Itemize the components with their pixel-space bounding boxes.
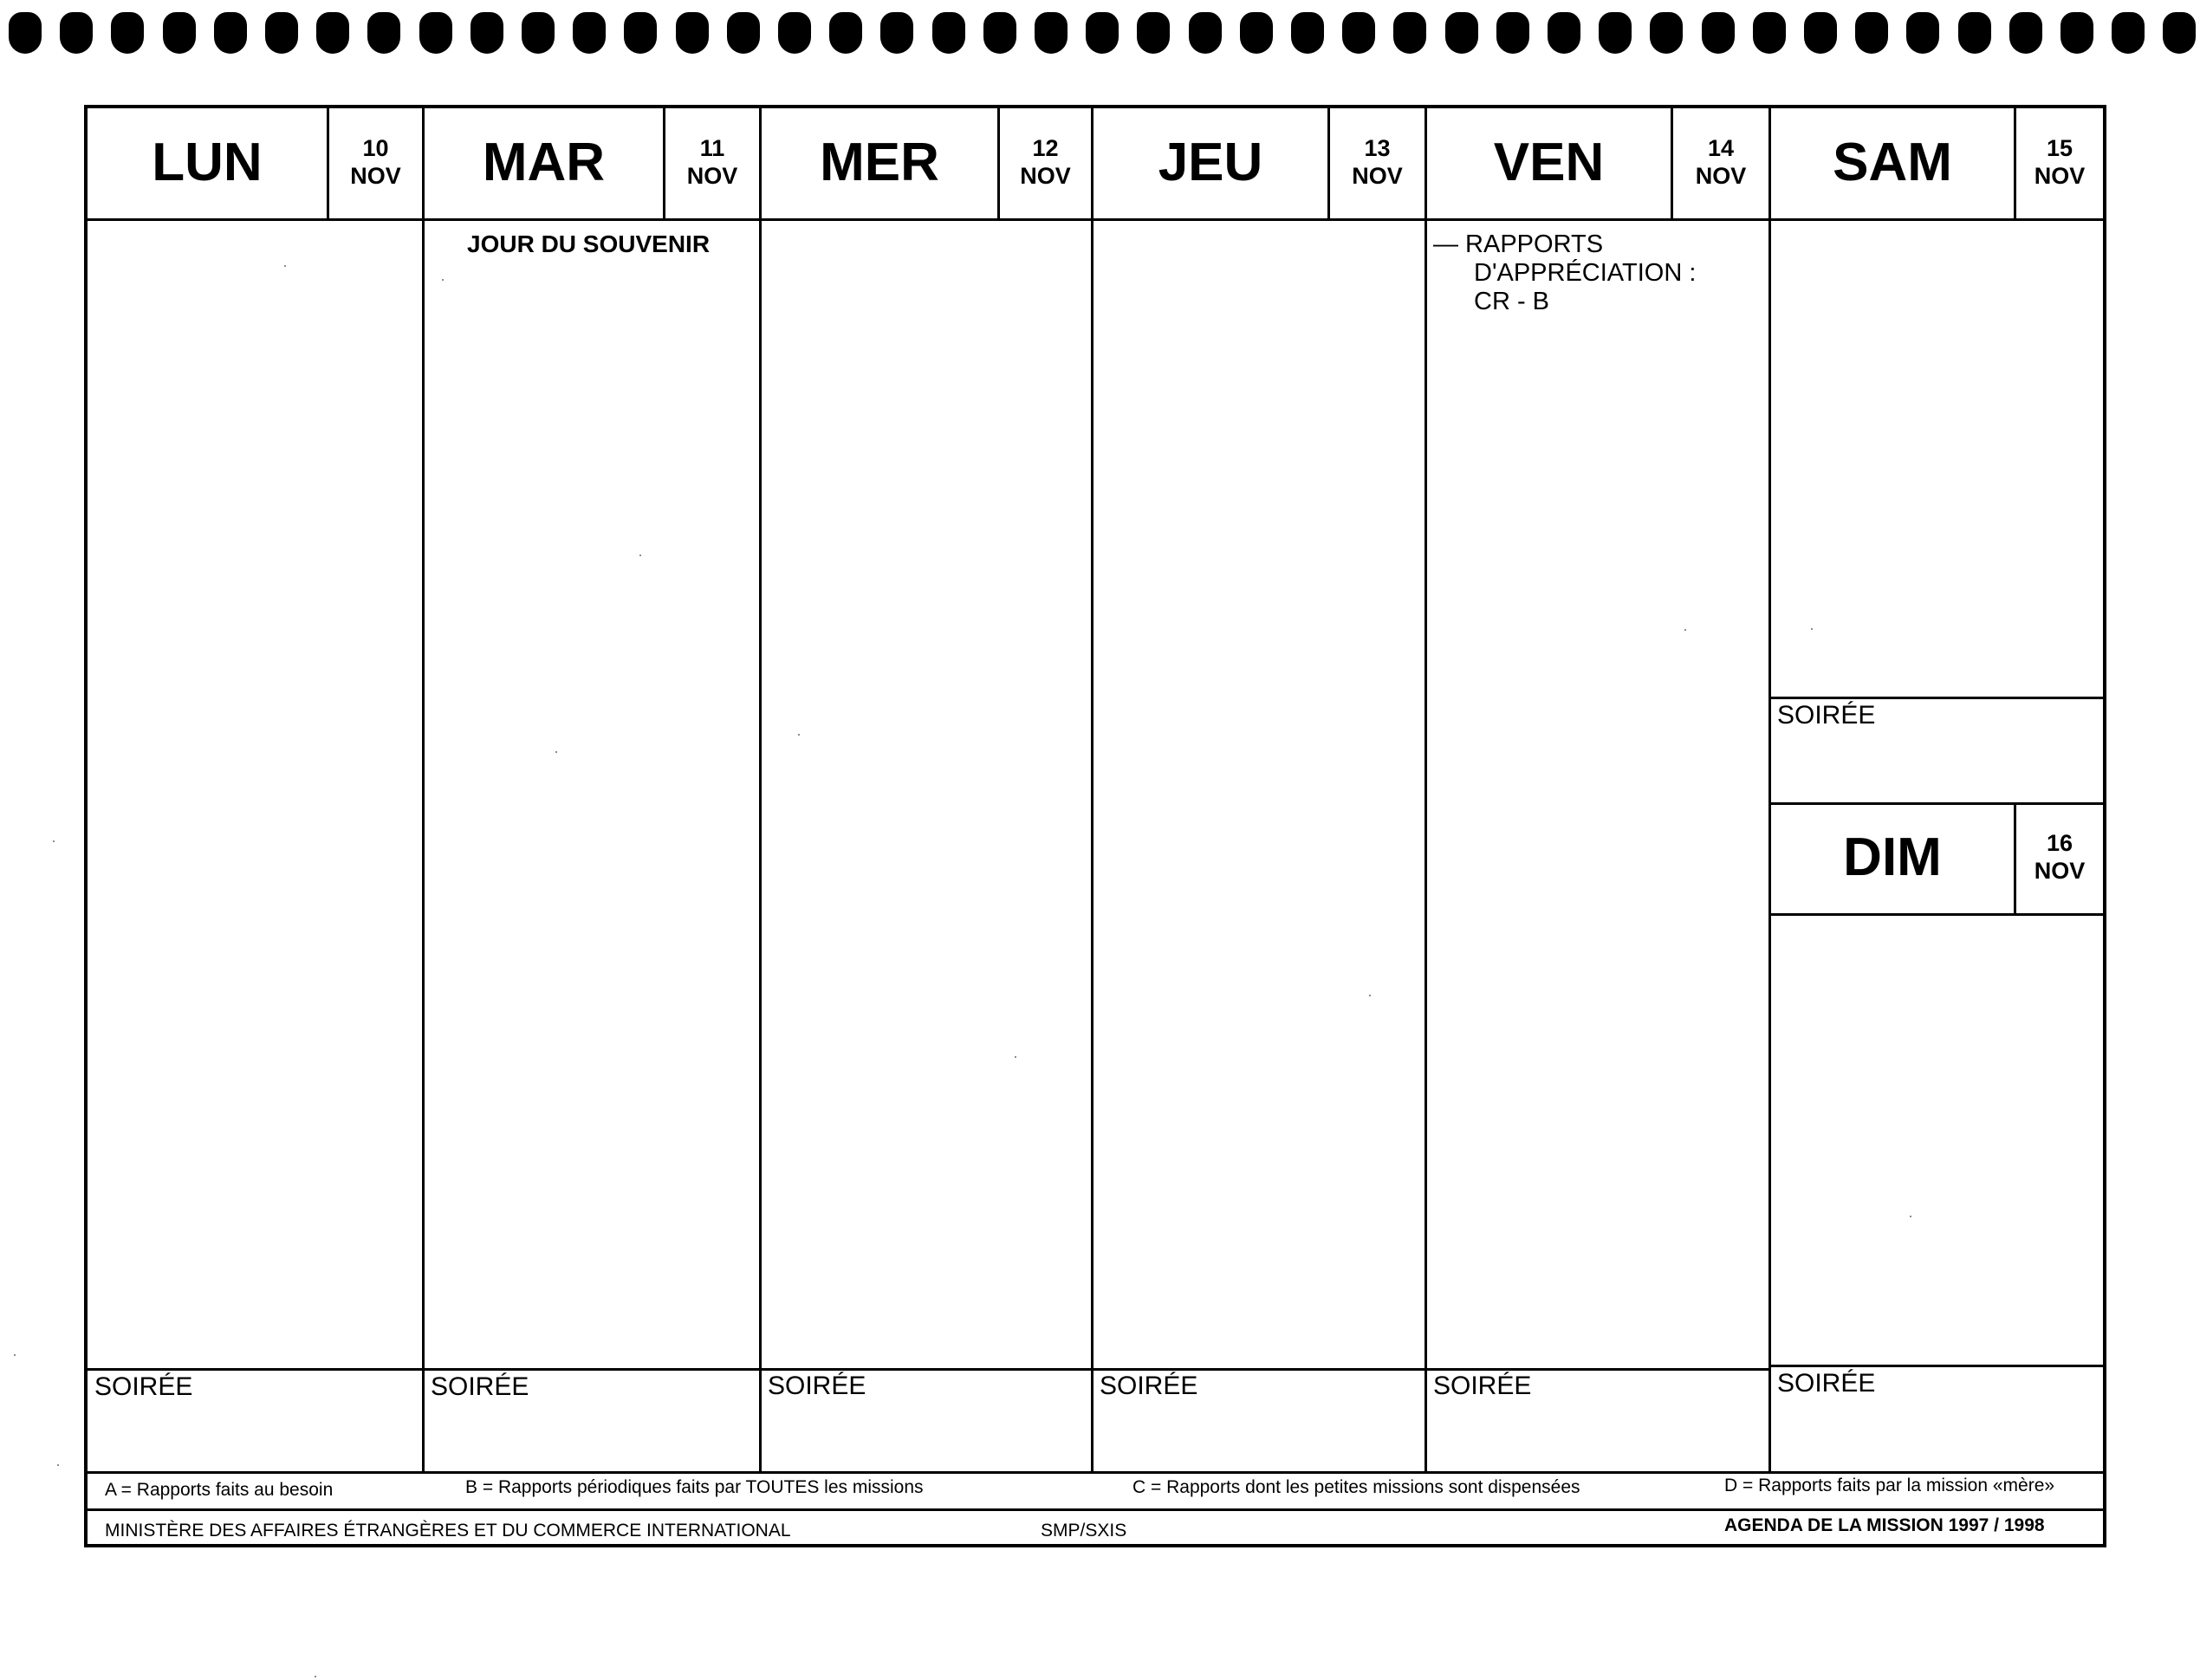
date-month: NOV	[1352, 163, 1403, 190]
date-month: NOV	[1020, 163, 1071, 190]
soiree-mar: SOIRÉE	[431, 1372, 529, 1401]
binding-hole	[1650, 12, 1683, 54]
date-lun	[329, 134, 422, 191]
column-divider	[1768, 108, 1771, 1474]
note-jour-du-souvenir: JOUR DU SOUVENIR	[467, 230, 711, 257]
date-day: 13	[1364, 135, 1391, 161]
date-day: 15	[2046, 135, 2073, 161]
binding-hole	[265, 12, 298, 54]
binding-hole	[727, 12, 760, 54]
legend-a: A = Rapports faits au besoin	[105, 1480, 334, 1500]
note-line: — RAPPORTS	[1433, 230, 1604, 258]
binding-hole	[1496, 12, 1529, 54]
binding-hole	[1086, 12, 1119, 54]
date-month: NOV	[686, 163, 738, 190]
sam-evening-divider	[1768, 697, 2103, 699]
day-name-ven: VEN	[1493, 133, 1605, 192]
day-name-jeu: JEU	[1158, 133, 1263, 192]
binding-hole	[624, 12, 657, 54]
scan-speck	[1015, 1056, 1016, 1058]
scan-speck	[14, 1354, 16, 1356]
column-divider	[422, 108, 425, 1474]
soiree-dim: SOIRÉE	[1777, 1369, 1876, 1398]
binding-hole	[419, 12, 452, 54]
column-divider	[1424, 108, 1427, 1474]
footer-ministry: MINISTÈRE DES AFFAIRES ÉTRANGÈRES ET DU COMMERCE INTERNATIONAL	[105, 1521, 791, 1541]
footer-code: SMP/SXIS	[1041, 1521, 1127, 1541]
binding-hole	[1240, 12, 1273, 54]
scan-speck	[57, 1464, 59, 1466]
binding-hole	[1342, 12, 1375, 54]
scan-speck	[315, 1676, 316, 1677]
soiree-jeu: SOIRÉE	[1100, 1372, 1198, 1400]
scan-speck	[1910, 1216, 1911, 1217]
column-divider	[759, 108, 762, 1474]
binding-hole	[1599, 12, 1632, 54]
day-name-dim: DIM	[1843, 827, 1942, 887]
binding-hole	[1291, 12, 1324, 54]
scan-speck	[284, 265, 286, 267]
legend-d: D = Rapports faits par la mission «mère»	[1724, 1476, 2055, 1495]
binding-hole	[1445, 12, 1478, 54]
scan-speck	[555, 751, 557, 753]
binding-hole	[471, 12, 503, 54]
evening-divider	[88, 1368, 1771, 1371]
date-ven	[1673, 134, 1768, 191]
soiree-ven: SOIRÉE	[1433, 1372, 1532, 1400]
day-name-lun: LUN	[152, 133, 263, 192]
binding-hole	[2163, 12, 2196, 54]
scan-speck	[1811, 628, 1813, 630]
note-line: D'APPRÉCIATION :	[1474, 259, 1697, 287]
binding-hole	[1702, 12, 1735, 54]
binding-hole	[367, 12, 400, 54]
date-sam	[2016, 134, 2103, 191]
binding-hole	[522, 12, 555, 54]
binding-hole	[1958, 12, 1991, 54]
date-day: 12	[1032, 135, 1059, 161]
binding-hole	[983, 12, 1016, 54]
date-month: NOV	[1695, 163, 1747, 190]
legend-top-line	[88, 1471, 2103, 1474]
date-mar	[665, 134, 759, 191]
binding-hole	[2060, 12, 2093, 54]
binding-hole	[932, 12, 965, 54]
date-dim	[2016, 829, 2103, 885]
header-divider	[88, 218, 2103, 221]
binding-hole	[1548, 12, 1580, 54]
soiree-mer: SOIRÉE	[768, 1372, 866, 1400]
soiree-sam: SOIRÉE	[1777, 701, 1876, 730]
binding-hole	[1804, 12, 1837, 54]
date-day: 11	[699, 135, 725, 161]
binding-hole	[1906, 12, 1939, 54]
binding-hole	[829, 12, 862, 54]
column-divider	[1091, 108, 1094, 1474]
binding-holes	[0, 0, 2200, 61]
binding-hole	[2112, 12, 2145, 54]
scan-speck	[442, 279, 444, 281]
binding-hole	[163, 12, 196, 54]
binding-hole	[676, 12, 709, 54]
binding-hole	[1035, 12, 1068, 54]
legend-c: C = Rapports dont les petites missions sont dispensées	[1132, 1477, 1580, 1497]
date-day: 14	[1707, 135, 1735, 161]
binding-hole	[1393, 12, 1426, 54]
binding-hole	[214, 12, 247, 54]
binding-hole	[1189, 12, 1222, 54]
note-rapports-ven	[1433, 230, 1696, 316]
soiree-lun: SOIRÉE	[94, 1372, 193, 1401]
binding-hole	[2009, 12, 2042, 54]
scan-speck	[1369, 995, 1371, 996]
binding-hole	[1855, 12, 1888, 54]
binding-hole	[60, 12, 93, 54]
scan-speck	[53, 840, 55, 842]
legend-b: B = Rapports périodiques faits par TOUTES les missions	[465, 1477, 924, 1497]
binding-hole	[1137, 12, 1170, 54]
weekly-calendar	[84, 105, 2106, 1547]
day-name-mar: MAR	[482, 133, 606, 192]
note-line: CR - B	[1474, 288, 1549, 315]
footer-agenda: AGENDA DE LA MISSION 1997 / 1998	[1724, 1515, 2045, 1535]
scan-speck	[798, 734, 800, 736]
binding-hole	[1753, 12, 1786, 54]
binding-hole	[9, 12, 42, 54]
scan-speck	[1684, 629, 1686, 631]
binding-hole	[573, 12, 606, 54]
date-mer	[1000, 134, 1091, 191]
date-jeu	[1330, 134, 1424, 191]
binding-hole	[111, 12, 144, 54]
dim-header-bottom	[1768, 913, 2103, 916]
day-name-mer: MER	[820, 133, 939, 192]
date-month: NOV	[2034, 858, 2086, 885]
dim-header-top	[1768, 802, 2103, 805]
evening-divider	[1768, 1365, 2103, 1367]
scan-speck	[639, 555, 641, 556]
date-month: NOV	[350, 163, 401, 190]
binding-hole	[880, 12, 913, 54]
date-day: 10	[362, 135, 389, 161]
binding-hole	[316, 12, 349, 54]
footer-top-line	[88, 1508, 2103, 1511]
binding-hole	[778, 12, 811, 54]
date-day: 16	[2046, 830, 2073, 856]
date-month: NOV	[2034, 163, 2086, 190]
day-name-sam: SAM	[1833, 133, 1952, 192]
